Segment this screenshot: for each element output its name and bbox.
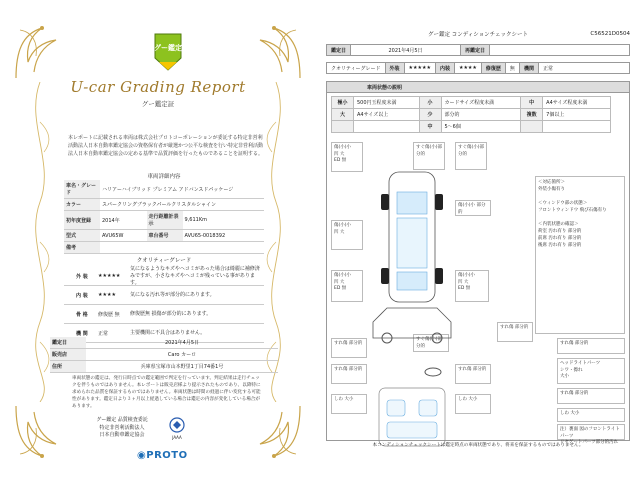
vehicle-name-value: ハリアーハイブリッド プレミアム アドバンスドパッケージ [100,180,264,199]
grade-desc: 修復歴無 損傷が部分的にあります。 [130,310,212,317]
grade-row-frame [64,305,264,324]
chassis-label: 車台番号 [147,230,183,242]
sheet-number: C56521D0504 [590,31,630,37]
table-row [64,242,264,254]
table-row [64,180,264,199]
quality-label: クオリティーグレード [327,63,386,73]
size-key: 極小 [332,97,354,109]
size-key: 小 [419,97,441,109]
size-key: 大 [332,109,354,121]
grade-label: 内 装 [76,292,88,299]
color-label: カラー [64,199,100,211]
signer-line: グー鑑定 品質検査委託 [96,417,148,423]
signer-line: 特定非営利活動法人 [99,424,145,431]
sheet-header: グー鑑定 コンディションチェックシート [427,32,529,38]
grade-row-exterior [64,267,264,286]
grade-desc: 気になる汚れ等が部分的にあります。 [130,291,215,298]
signer-line: 日本自動車鑑定協会 [99,432,145,438]
reissue-label: 再鑑定日 [461,45,490,55]
damage-callout: しわ 大小 [331,394,367,414]
chassis-value: AVU65-0018392 [183,230,264,242]
table-row [64,199,264,211]
certificate-title: U-car Grading Report [70,78,246,96]
table-row [332,97,611,109]
grade-label: 骨 格 [76,311,88,318]
year-label: 初年度登録 [64,211,100,230]
mileage-label: 走行距離計表示 [147,211,183,230]
right-note: しわ 大小 [557,408,625,422]
repair-value: 無 [506,63,520,73]
model-label: 型式 [64,230,100,242]
right-note: すれ傷 部分的 [557,338,625,354]
size-desc: 7個以上 [543,109,611,121]
dealer-value: Caro カーロ [86,349,278,361]
size-desc: A4サイズ程度未満 [543,97,611,109]
size-desc [543,121,611,133]
damage-callout: 傷(小)小 凹 大 ED 無 [331,270,363,302]
size-desc: カードサイズ程度未満 [441,97,521,109]
size-key: 複数 [521,109,543,121]
vehicle-condition-box [326,81,630,445]
notes-box: ＜対応箇所＞ 外装小傷有り ＜ウィンドウ部の状態＞ フロントウィンドウ 飛び石傷有り ＜内装状態の確認＞ 荷室 汚れ有り 部分的 前席 汚れ有り 部分的 後席 汚れ有り 部分的 [535,176,625,334]
damage-callout: すぐ傷(小)部分的 [455,142,487,170]
right-note: すれ傷 部分的 [557,388,625,404]
size-key [521,121,543,133]
damage-callout: 傷(小)小 凹 大 [331,220,363,250]
reissue-value [490,45,629,55]
damage-callout: 傷(小)小 凹 大 ED 無 [455,270,489,302]
grade-label: 機 関 [76,330,88,337]
vehicle-section-header: 車両詳細内容 [147,174,181,180]
grade-desc: 気になるようなキズやヘコミがあった場合は綺麗に補修済みですが、小さなキズやヘコミが残っている事があります。 [130,265,260,286]
table-row [50,337,278,349]
size-key: 中 [419,121,441,133]
size-desc [354,121,420,133]
goo-kantei-logo [153,32,183,72]
damage-callout: 傷(小)小 凹 大 ED 無 [331,142,363,172]
car-diagram [367,132,457,452]
size-key [332,121,354,133]
detail-title: 車両状態の説明 [327,82,629,93]
year-value: 2014年 [100,211,147,230]
size-desc: A4サイズ以上 [354,109,420,121]
damage-callout: すぐ傷(小)部分的 [413,142,445,170]
table-row [64,211,264,230]
remarks-value [100,242,264,254]
size-desc: 5～6個 [441,121,521,133]
size-desc: 部分的 [441,109,521,121]
quality-grade-list [64,267,264,343]
exterior-label: 外装 [386,63,405,73]
certificate-subtitle: グー鑑定証 [141,100,175,108]
address-label: 住所 [50,361,86,373]
certificate-notice: 車両状態の鑑定は、発行日時点での鑑定範囲で判定を行っています。判定結果は走行チェックを伴うものではありません。本レポートは販売店様より提示されたものであり、以降特に求められた品質を保証するものではありません。車両状態は時間の経過に伴い変化する可能性があります。鑑定日より３ヶ月以上経過している場合は鑑定の内容が変化している場合があります。 [72,376,261,409]
ornament-corner [244,22,304,82]
exterior-value: ★★★★★ [405,63,436,73]
damage-callout: すれ傷 部分的 [331,364,367,384]
date-label: 鑑定日 [327,45,351,55]
engine-label: 機関 [520,63,539,73]
size-legend-table [331,96,611,133]
table-row [332,109,611,121]
inspection-info-table [50,337,278,373]
engine-value: 正常 [542,66,553,72]
condition-check-sheet [326,30,630,460]
grade-stars: 修復歴 無 [98,311,120,318]
grade-row [326,62,630,74]
ornament-corner [244,402,304,462]
ornament-corner [12,22,72,82]
damage-callout: すぐ傷(小)部分的 [413,334,449,352]
svg-text:グー鑑定: グー鑑定 [154,44,182,52]
size-key: 中 [521,97,543,109]
color-value: スパークリングブラックパールクリスタルシャイン [100,199,264,211]
grading-certificate [12,22,304,462]
interior-label: 内装 [436,63,455,73]
certificate-intro: 本レポートに記載される車両は株式会社プロトコーポレーションが委託する特定非営利活動法人日本自動車鑑定協会の資格保有者が厳選かつ公平な検査を行い特定非営利活動法人日本自動車鑑定協会の定める基準で品質評価を行ったものであることを証明する。 [68,135,264,157]
interior-value: ★★★★ [455,63,482,73]
table-row [50,349,278,361]
table-row [64,230,264,242]
jaaa-label: JAAA [172,435,182,440]
grade-label: 外 装 [76,273,88,280]
quality-section-header: クオリティーグレード [136,258,192,264]
date-label: 鑑定日 [50,337,86,349]
jaaa-logo [165,416,189,442]
mileage-value: 9,611Km [183,211,264,230]
ornament-corner [12,402,72,462]
table-row [50,361,278,373]
date-value: 2021年4月5日 [86,337,278,349]
right-note: 注）裏面 図のフロントライトパーツ リヤゲートパーツ部分的汚れ [557,424,625,440]
table-row [332,121,611,133]
grade-stars: ★★★★ [98,292,116,298]
signer-block [82,417,162,440]
date-row [326,44,630,56]
damage-callout: 傷(小)小 部分的 [455,200,491,216]
damage-callout: すれ傷 部分的 [331,338,367,358]
grade-desc: 主要機関に不具合はありません。 [130,329,206,336]
grade-row-interior [64,286,264,305]
vehicle-name-label: 車名・グレード [64,180,100,199]
right-note: ヘッドライトパーツ シワ・擦れ 大小 [557,358,625,384]
remarks-label: 備考 [64,242,100,254]
address-value: 兵庫県宝塚市山本野里1丁目74番1号 [86,361,278,373]
proto-label: PROTO [146,450,188,461]
size-desc: 500円玉程度未満 [354,97,420,109]
dealer-label: 販売店 [50,349,86,361]
damage-callout: すれ傷 部分的 [497,322,533,342]
repair-label: 修復歴 [482,63,506,73]
size-key: 少 [419,109,441,121]
vehicle-detail-table [64,180,264,254]
sheet-footer: 本コンディションチェックシートは鑑定時点の車両状態であり、将来を保証するものではありません。 [372,443,584,448]
model-value: AVU65W [100,230,147,242]
date-value: 2021年4月5日 [351,45,461,55]
damage-callout: すれ傷 部分的 [455,364,491,384]
grade-stars: ★★★★★ [98,273,121,279]
damage-callout: しわ 大小 [455,394,491,414]
grade-stars: 正常 [98,330,109,337]
proto-logo: ◉PROTO [137,450,188,461]
